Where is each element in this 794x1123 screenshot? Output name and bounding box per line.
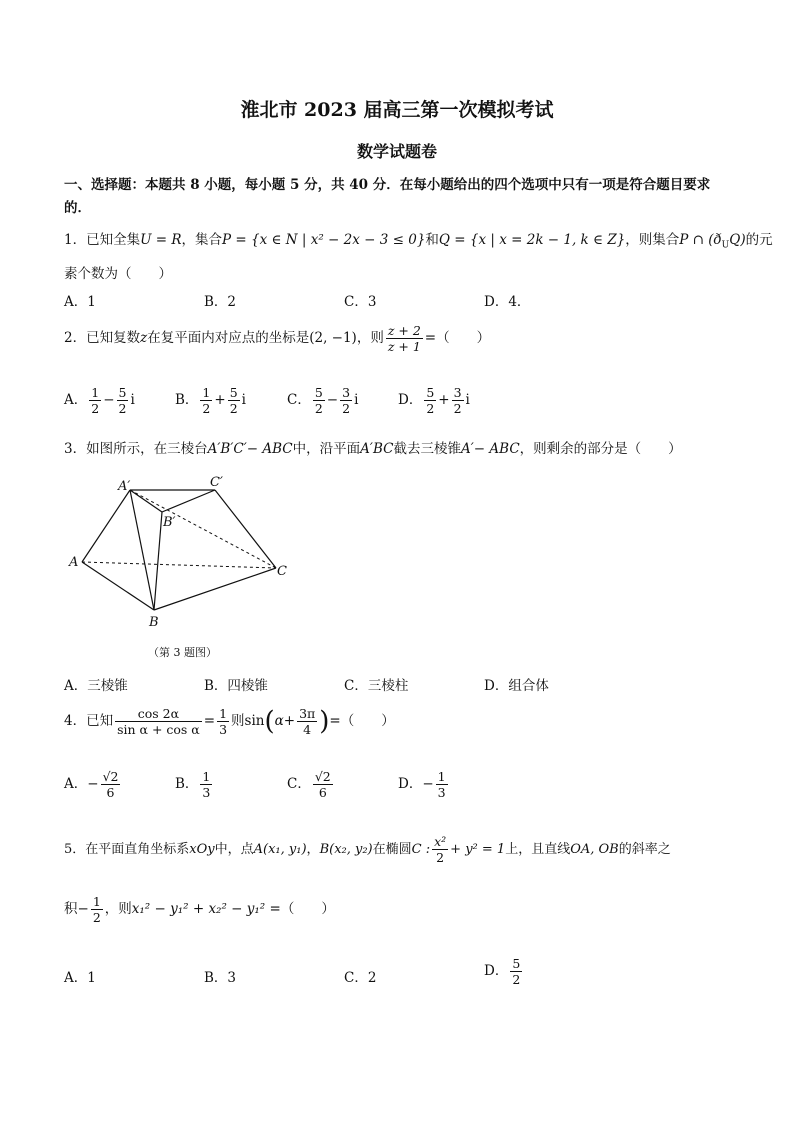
q5-ell-den: 2 [436,850,445,865]
q4-arg-a: α+ [274,713,296,729]
q5-stem-cont [64,894,335,925]
q1-mid2: 和 [425,232,439,248]
edge-bc [154,568,276,610]
q4-a-num: √2 [102,769,119,784]
q4-then: 则 [231,713,245,729]
q5-mid3: 上，且直线 [505,842,571,857]
q2-then: ，则 [356,330,384,346]
q2-c-den1: 2 [314,401,323,416]
q2-b-op: + [214,392,226,408]
q4-b-den: 3 [202,785,211,800]
edge-a1b1 [130,490,162,512]
q2-c-num1: 5 [314,385,323,400]
q5-system: xOy [189,842,215,857]
q4-fraction [115,706,202,737]
q3-figure [60,470,300,670]
q5-option-d-label: D． [484,963,509,979]
q1-set-p: P = {x ∈ N | x² − 2x − 3 ≤ 0} [222,232,426,248]
q4-d-den: 3 [437,785,446,800]
q4-stem: 4．已知 $\frac{\cos 2\alpha}{\text{sin α + cos α}}$ = $\frac{1}{3}$ 则sin(α+ $\frac{3\pi}{4}$ )=（ ） [64,706,395,737]
q4-option-c-label: C． [287,776,311,792]
q4-d-num: 1 [437,769,446,784]
q3-option-d[interactable]: D．组合体 [484,678,549,694]
section-heading: 一、选择题：本题共 8 小题，每小题 5 分，共 40 分．在每小题给出的四个选项中只有一项是符合题目要求 [64,177,711,193]
q2-frac-den: z + 1 [387,339,421,354]
q5-option-b[interactable]: B．3 [204,970,237,986]
q2-mid: 在复平面内对应点的坐标是 [147,330,310,346]
q5-line2-a: 积 [64,901,78,917]
q2-option-a-label: A． [64,392,88,408]
q3-text-a: 3．如图所示，在三棱台 [64,441,208,457]
q2-a-den2: 2 [118,401,127,416]
edge-ab [82,562,154,610]
q4-option-a[interactable] [64,769,122,800]
q2-fraction [386,323,423,354]
q2-b-unit: i [241,392,246,408]
q5-option-a[interactable]: A．1 [64,970,96,986]
q2-b-num2: 5 [229,385,238,400]
q5-line2-b: ，则 [104,901,132,917]
q5-mid2: 在椭圆 [372,842,412,857]
q4-a-den: 6 [106,785,115,800]
page-subtitle: 数学试题卷 [356,142,437,161]
q3-pyramid: A′− ABC [460,441,520,457]
q2-c-unit: i [354,392,359,408]
q2-option-c[interactable] [287,385,358,416]
q4-arg-num: 3π [299,706,316,721]
q4-eq: = [203,713,216,729]
label-c: C [277,564,287,579]
q5-option-d[interactable] [484,956,524,987]
q5-stem [64,834,671,865]
q2-d-unit: i [465,392,470,408]
q4-frac-num: cos 2α [115,706,202,722]
q4-c-den: 6 [318,785,327,800]
q2-prefix: 2．已知复数 [64,330,141,346]
q1-mid1: ，集合 [181,232,223,248]
q2-d-den2: 2 [453,401,462,416]
q2-option-a[interactable] [64,385,135,416]
q1-set-expr: P ∩ (ð [679,232,722,248]
q2-var: z [140,330,148,346]
q2-option-d-label: D． [398,392,423,408]
q2-a-op: − [103,392,115,408]
q5-d-num: 5 [512,956,521,971]
edge-c1c [215,490,276,568]
q2-d-num2: 3 [453,385,462,400]
q3-stem [64,440,682,458]
figure-caption: （第 3 题图） [148,646,217,659]
q4-prefix: 4．已知 [64,713,114,729]
q2-d-den1: 2 [426,401,435,416]
q2-c-num2: 3 [342,385,351,400]
q2-a-unit: i [130,392,135,408]
q4-a-sign: − [87,776,99,792]
q2-option-b-label: B． [175,392,199,408]
q1-set-q: Q = {x | x = 2k − 1, k ∈ Z} [438,232,626,248]
q2-option-c-label: C． [287,392,311,408]
q3-option-c[interactable]: C．三棱柱 [344,678,409,694]
q2-b-den2: 2 [229,401,238,416]
q1-option-c[interactable]: C．3 [344,294,377,310]
hidden-edge-ac [82,562,276,568]
section-heading-cont: 的． [64,200,91,216]
label-b1: B′ [163,515,176,530]
q5-d-den: 2 [512,972,521,987]
q3-text-b: 中，沿平面 [292,441,361,457]
q5-point-b: B(x₂, y₂) [319,842,373,857]
q4-option-d[interactable] [398,769,450,800]
q1-option-b[interactable]: B．2 [204,294,237,310]
q2-a-den1: 2 [91,401,100,416]
q5-ellipse-c: C : [411,842,431,857]
q2-d-num1: 5 [426,385,435,400]
q4-arg-den: 4 [303,722,312,737]
q1-option-a[interactable]: A．1 [64,294,96,310]
q4-suffix: =（ ） [329,713,395,729]
edge-b1c1 [162,490,215,512]
q2-c-op: − [326,392,339,408]
q2-a-num2: 5 [118,385,127,400]
label-a: A [69,555,79,570]
q5-lines: OA, OB [570,842,619,857]
edge-a1a [82,490,130,562]
q4-d-sign: − [422,776,434,792]
q4-frac-den: sin α + cos α [117,722,200,737]
q1-stem [64,231,773,255]
q1-suffix: 的元 [745,232,773,248]
q3-text-c: 截去三棱锥 [393,441,461,457]
q1-mid3: ，则集合 [625,232,680,248]
q5-ell-num: x² [434,834,447,849]
q5-prod-num: 1 [92,894,101,909]
q4-option-b[interactable] [175,769,214,800]
q5-expr: x₁² − y₁² + x₂² − y₁² = [131,901,281,917]
page-title: 淮北市 2023 届高三第一次模拟考试 [240,99,554,121]
q2-stem [64,323,490,354]
q4-rhs-num: 1 [219,706,228,721]
q5-mid1: 中，点 [214,842,254,857]
q3-frustum: A′B′C′− ABC [207,441,293,457]
q1-universal-set: U = R [140,232,182,248]
q2-b-den1: 2 [202,401,211,416]
q5-suffix: （ ） [280,901,335,917]
q1-set-sub: U [721,240,730,251]
q4-b-num: 1 [202,769,211,784]
q4-c-num: √2 [314,769,331,784]
q3-option-b[interactable]: B．四棱锥 [204,678,268,694]
q1-prefix: 1．已知全集 [64,232,141,248]
q4-sin: sin [244,713,265,729]
q5-minus: − [77,901,89,917]
q1-stem-cont: 素个数为（ ） [64,266,172,282]
q3-text-d: ，则剩余的部分是（ ） [519,441,682,457]
q5-point-a: A(x₁, y₁) [253,842,307,857]
label-a1: A′ [118,479,131,494]
q4-option-a-label: A． [64,776,88,792]
q5-prefix: 5．在平面直角坐标系 [64,842,190,857]
q4-rhs-den: 3 [219,722,228,737]
q5-ell-rest: + y² = 1 [450,842,506,857]
q2-d-op: + [438,392,450,408]
q5-comma: ， [306,842,320,857]
q2-frac-num: z + 2 [387,323,421,338]
q2-option-b[interactable] [175,385,246,416]
q2-a-num1: 1 [91,385,100,400]
q1-option-d[interactable]: D．4． [484,294,531,310]
q3-option-a[interactable]: A．三棱锥 [64,678,128,694]
q4-option-d-label: D． [398,776,423,792]
q2-point: (2, −1) [309,330,357,346]
q5-mid4: 的斜率之 [618,842,671,857]
label-b: B [149,615,159,630]
hidden-edge-a1c [130,490,276,568]
q2-suffix: =（ ） [424,330,491,346]
q3-plane: A′BC [360,441,394,457]
edge-a1b [130,490,154,610]
q2-b-num1: 1 [202,385,211,400]
q5-prod-den: 2 [92,910,101,925]
q2-option-d[interactable] [398,385,470,416]
edge-b1b [154,512,162,610]
q4-option-c[interactable] [287,769,335,800]
q5-option-c[interactable]: C．2 [344,970,377,986]
q4-option-b-label: B． [175,776,199,792]
q1-set-end: Q) [729,232,746,248]
label-c1: C′ [210,475,223,490]
q2-c-den2: 2 [342,401,351,416]
